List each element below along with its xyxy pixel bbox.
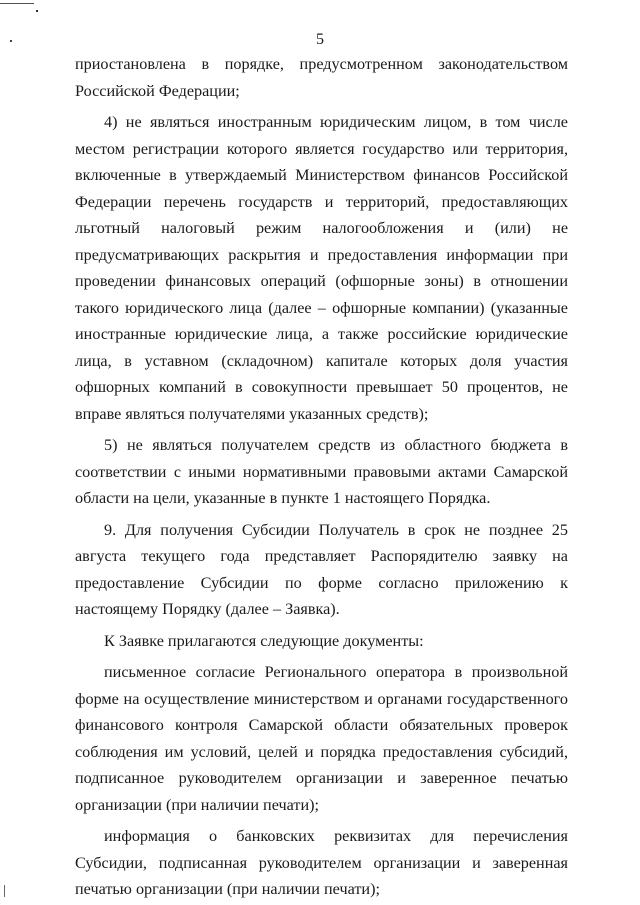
- paragraph-item-5: 5) не являться получателем средств из областного бюджета в соответствии с иными нормативными правовыми актами Самарской области на цели, указанные в пункте 1 настоящего Порядка.: [75, 436, 568, 507]
- paragraph-bank-details: информация о банковских реквизитах для перечисления Субсидии, подписанная руководителем организации и заверенная печатью организации (при наличии печати);: [75, 827, 568, 898]
- paragraph-line: Российской Федерации;: [75, 81, 240, 100]
- paragraph-documents-intro: К Заявке прилагаются следующие документы:: [104, 631, 424, 650]
- paragraph-section-9: 9. Для получения Субсидии Получатель в срок не позднее 25 августа текущего года представляет Распорядителю заявку на предоставление Субсидии по форме согласно приложению к настоящему Порядку (далее – Заявка).: [75, 520, 568, 618]
- page-number: 5: [316, 31, 324, 48]
- paragraph-line: приостановлена в порядке, предусмотренном законодательством: [75, 55, 568, 73]
- paragraph-consent: письменное согласие Регионального оператора в произвольной форме на осуществление министерством и органами государственного финансового контроля Самарской области обязательных проверок соблюдения им условий, целей и порядка предоставления субсидий, подписанное руководителем организации и заверенное печатью организации (при наличии печати);: [75, 663, 568, 814]
- scan-artifact: [0, 3, 34, 4]
- document-body: [75, 51, 568, 903]
- scan-artifact: [36, 10, 38, 12]
- paragraph-item-4: 4) не являться иностранным юридическим лицом, в том числе местом регистрации которого является государство или территория, включенные в утверждаемый Министерством финансов Российской Федерации перечень государств и территорий, предоставляющих льготный налоговый режим налогообложения и (или) не предусматривающих раскрытия и предоставления информации при проведении финансовых операций (офшорные зоны) в отношении такого юридического лица (далее – офшорные компании) (указанные иностранные юридические лица, а также российские юридические лица, в уставном (складочном) капитале которых доля участия офшорных компаний в совокупности превышает 50 процентов, не вправе являться получателями указанных средств);: [75, 113, 568, 423]
- scan-artifact: [4, 885, 5, 897]
